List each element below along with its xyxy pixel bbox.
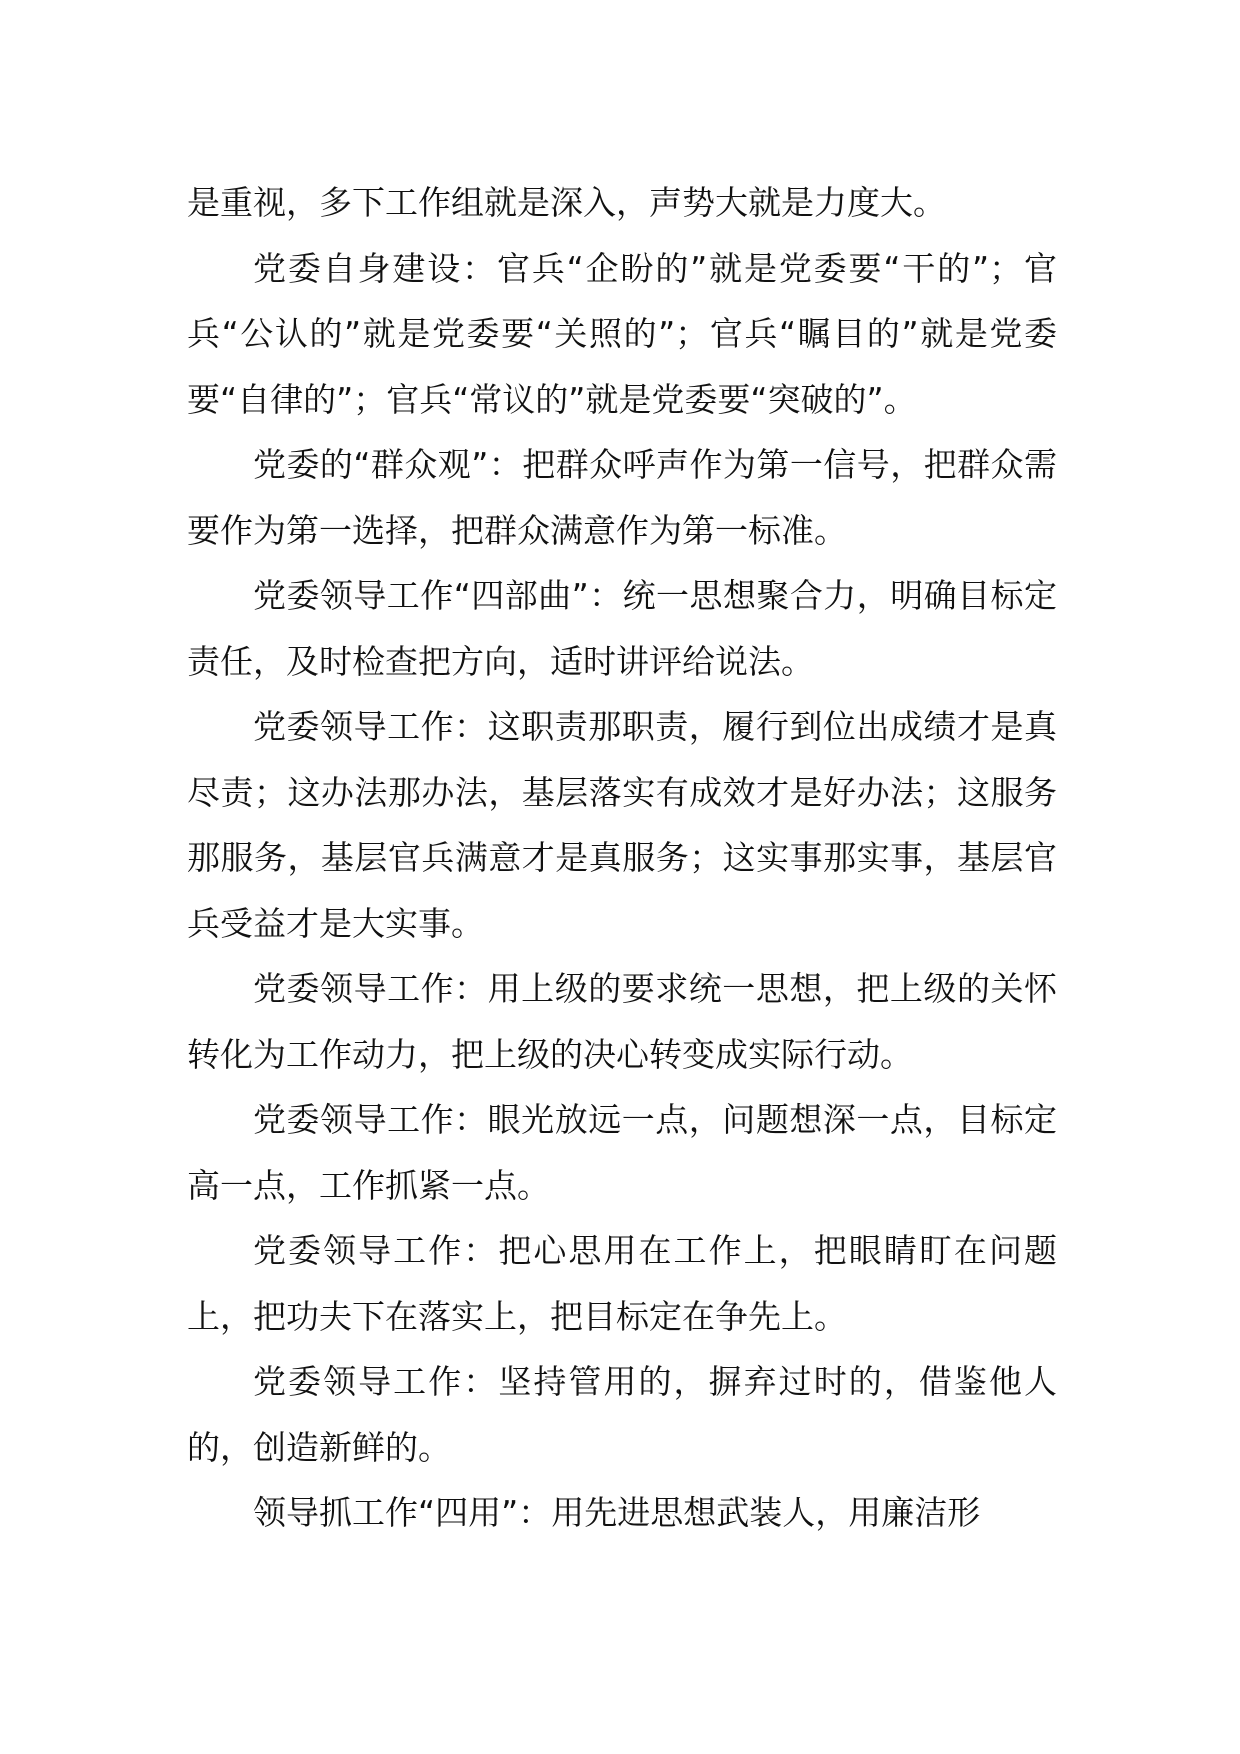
paragraph: 领导抓工作“四用”：用先进思想武装人，用廉洁形: [253, 1493, 981, 1532]
paragraph: 党委领导工作：眼光放远一点，问题想深一点，目标定高一点，工作抓紧一点。: [187, 1100, 1057, 1205]
paragraph: 党委领导工作：这职责那职责，履行到位出成绩才是真尽责；这办法那办法，基层落实有成效才是好办法；这服务那服务，基层官兵满意才是真服务；这实事那实事，基层官兵受益才是大实事。: [187, 707, 1057, 943]
paragraph: 党委领导工作：坚持管用的，摒弃过时的，借鉴他人的，创造新鲜的。: [187, 1362, 1057, 1467]
paragraph: 党委领导工作“四部曲”：统一思想聚合力，明确目标定责任，及时检查把方向，适时讲评给说法。: [187, 576, 1057, 681]
paragraph: 党委的“群众观”：把群众呼声作为第一信号，把群众需要作为第一选择，把群众满意作为第一标准。: [187, 445, 1057, 550]
paragraph: 党委自身建设：官兵“企盼的”就是党委要“干的”；官兵“公认的”就是党委要“关照的”；官兵“瞩目的”就是党委要“自律的”；官兵“常议的”就是党委要“突破的”。: [187, 248, 1057, 419]
paragraph-continued: 是重视，多下工作组就是深入，声势大就是力度大。: [187, 183, 946, 222]
document-page: [187, 170, 1057, 1546]
paragraph: 党委领导工作：用上级的要求统一思想，把上级的关怀转化为工作动力，把上级的决心转变成实际行动。: [187, 969, 1057, 1074]
paragraph: 党委领导工作：把心思用在工作上，把眼睛盯在问题上，把功夫下在落实上，把目标定在争先上。: [187, 1231, 1057, 1336]
